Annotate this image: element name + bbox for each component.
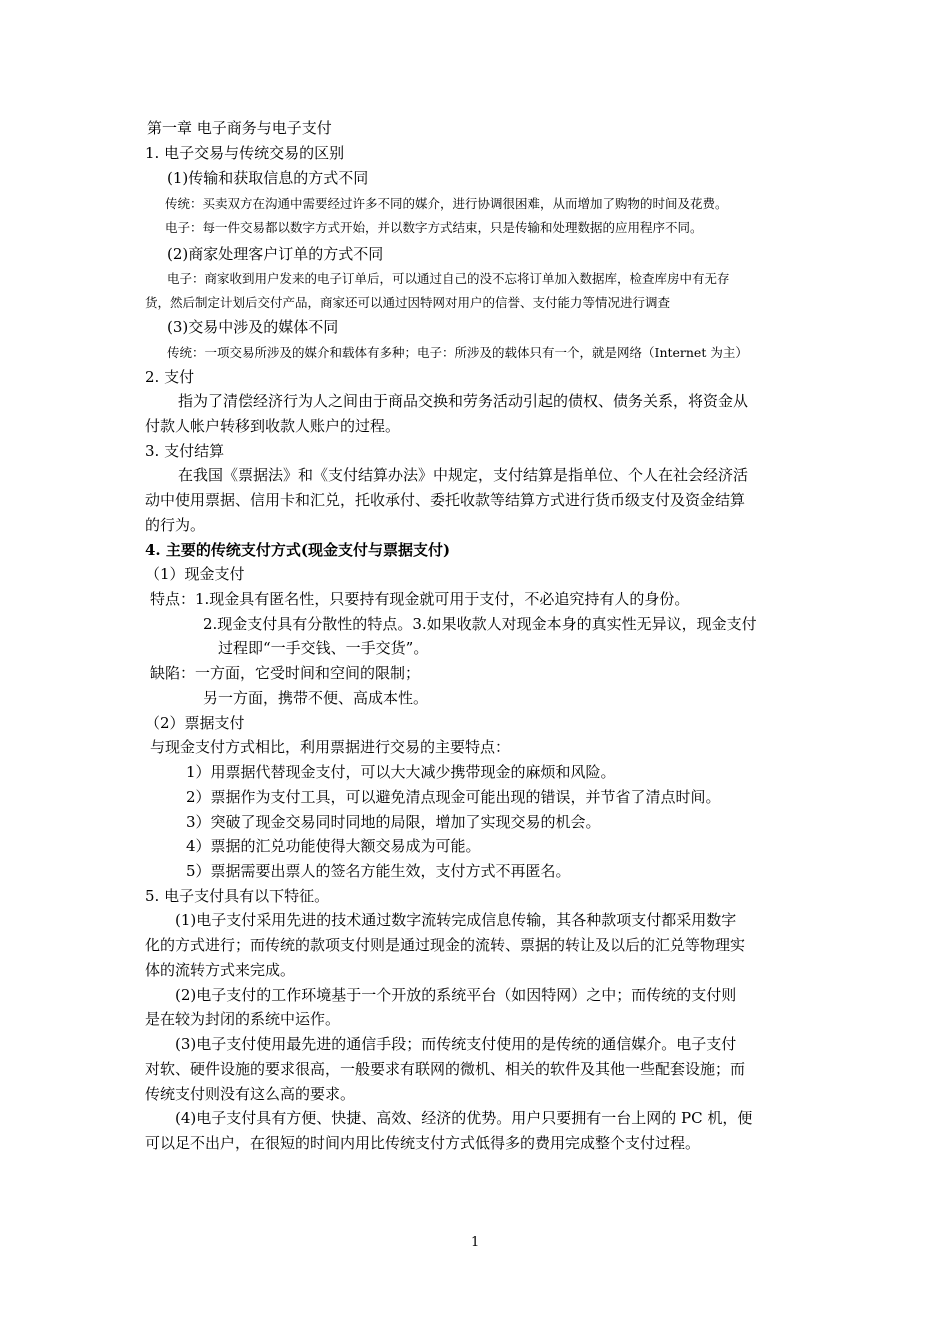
section-heading: 5. 电子支付具有以下特征。 bbox=[145, 887, 330, 905]
body-text-line: 可以足不出户，在很短的时间内用比传统支付方式低得多的费用完成整个支付过程。 bbox=[145, 1134, 701, 1152]
body-text-line: 体的流转方式来完成。 bbox=[145, 961, 296, 979]
list-item: 2）票据作为支付工具，可以避免清点现金可能出现的错误，并节省了清点时间。 bbox=[186, 788, 721, 806]
body-text-line: 与现金支付方式相比，利用票据进行交易的主要特点： bbox=[150, 738, 511, 756]
body-text-line: 特点：1.现金具有匿名性，只要持有现金就可用于支付，不必追究持有人的身份。 bbox=[150, 590, 690, 608]
body-text-line: 付款人帐户转移到收款人账户的过程。 bbox=[145, 417, 401, 435]
section-heading: 2. 支付 bbox=[145, 368, 195, 386]
body-text-line: 动中使用票据、信用卡和汇兑，托收承付、委托收款等结算方式进行货币级支付及资金结算 bbox=[145, 491, 746, 509]
page-number: 1 bbox=[471, 1235, 480, 1250]
body-text-line: 缺陷：一方面，它受时间和空间的限制； bbox=[150, 664, 421, 682]
body-text-line: (2)电子支付的工作环境基于一个开放的系统平台（如因特网）之中；而传统的支付则 bbox=[175, 986, 737, 1004]
list-item: 5）票据需要出票人的签名方能生效，支付方式不再匿名。 bbox=[186, 862, 571, 880]
body-text-line: 传统：一项交易所涉及的媒介和载体有多种；电子：所涉及的载体只有一个，就是网络（Internet 为主） bbox=[167, 345, 748, 360]
subsection-heading: (1)传输和获取信息的方式不同 bbox=[167, 169, 369, 187]
list-item: 3）突破了现金交易同时同地的局限，增加了实现交易的机会。 bbox=[186, 813, 601, 831]
body-text-line: 电子：商家收到用户发来的电子订单后，可以通过自己的没不忘将订单加入数据库，检查库房中有无存 bbox=[167, 271, 730, 286]
body-text-line: 电子：每一件交易都以数字方式开始，并以数字方式结束，只是传输和处理数据的应用程序不同。 bbox=[165, 220, 703, 235]
list-item: 1）用票据代替现金支付，可以大大减少携带现金的麻烦和风险。 bbox=[186, 763, 616, 781]
body-text-line: 另一方面，携带不便、高成本性。 bbox=[203, 689, 429, 707]
section-heading: 4. 主要的传统支付方式(现金支付与票据支付) bbox=[145, 541, 451, 559]
body-text-line: 传统：买卖双方在沟通中需要经过许多不同的媒介，进行协调很困难，从而增加了购物的时间及花费。 bbox=[165, 196, 728, 211]
body-text-line: 2.现金支付具有分散性的特点。3.如果收款人对现金本身的真实性无异议，现金支付 bbox=[203, 615, 757, 633]
subsection-heading: （2）票据支付 bbox=[145, 714, 245, 732]
body-text-line: 过程即“一手交钱、一手交货”。 bbox=[218, 639, 429, 657]
section-heading: 1. 电子交易与传统交易的区别 bbox=[145, 144, 345, 162]
body-text-line: 对软、硬件设施的要求很高，一般要求有联网的微机、相关的软件及其他一些配套设施；而 bbox=[145, 1060, 746, 1078]
body-text-line: 指为了清偿经济行为人之间由于商品交换和劳务活动引起的债权、债务关系，将资金从 bbox=[178, 392, 749, 410]
body-text-line: 货，然后制定计划后交付产品，商家还可以通过因特网对用户的信誉、支付能力等情况进行调查 bbox=[145, 295, 671, 310]
list-item: 4）票据的汇兑功能使得大额交易成为可能。 bbox=[186, 837, 481, 855]
body-text-line: (1)电子支付采用先进的技术通过数字流转完成信息传输，其各种款项支付都采用数字 bbox=[175, 911, 737, 929]
subsection-heading: （1）现金支付 bbox=[145, 565, 245, 583]
body-text-line: 在我国《票据法》和《支付结算办法》中规定，支付结算是指单位、个人在社会经济活 bbox=[178, 466, 749, 484]
body-text-line: 传统支付则没有这么高的要求。 bbox=[145, 1085, 356, 1103]
section-heading: 3. 支付结算 bbox=[145, 442, 225, 460]
chapter-title: 第一章 电子商务与电子支付 bbox=[147, 119, 332, 137]
body-text-line: 的行为。 bbox=[145, 516, 206, 534]
body-text-line: 化的方式进行；而传统的款项支付则是通过现金的流转、票据的转让及以后的汇兑等物理实 bbox=[145, 936, 746, 954]
subsection-heading: (2)商家处理客户订单的方式不同 bbox=[167, 245, 384, 263]
subsection-heading: (3)交易中涉及的媒体不同 bbox=[167, 318, 339, 336]
body-text-line: 是在较为封闭的系统中运作。 bbox=[145, 1010, 341, 1028]
body-text-line: (4)电子支付具有方便、快捷、高效、经济的优势。用户只要拥有一台上网的 PC 机，便 bbox=[175, 1109, 753, 1127]
body-text-line: (3)电子支付使用最先进的通信手段；而传统支付使用的是传统的通信媒介。电子支付 bbox=[175, 1035, 737, 1053]
